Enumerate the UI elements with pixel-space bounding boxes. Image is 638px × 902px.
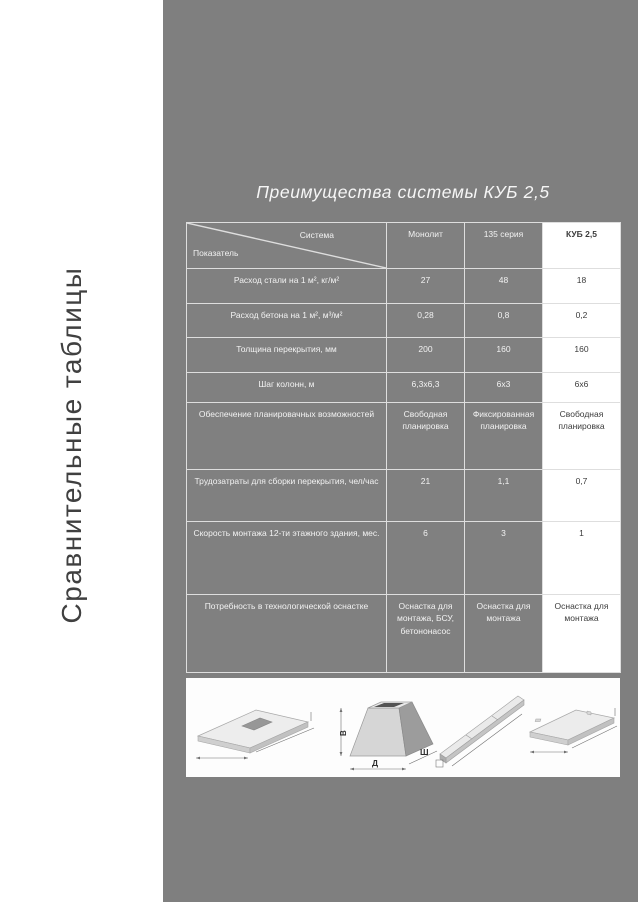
cell-value: 21 bbox=[387, 470, 465, 522]
column-header-kub25: КУБ 2,5 bbox=[543, 223, 621, 269]
cell-value: 48 bbox=[465, 269, 543, 304]
cell-value: 0,28 bbox=[387, 304, 465, 338]
cell-value: 6,3х6,3 bbox=[387, 373, 465, 403]
cell-value: 0,2 bbox=[543, 304, 621, 338]
cell-value: 1,1 bbox=[465, 470, 543, 522]
table-row bbox=[187, 403, 621, 470]
table-header-row bbox=[187, 223, 621, 269]
pyramid-width-label: Ш bbox=[420, 747, 429, 757]
cell-value: 6х3 bbox=[465, 373, 543, 403]
cell-value: 3 bbox=[465, 522, 543, 595]
table-row bbox=[187, 595, 621, 673]
slab-with-opening-figure bbox=[190, 690, 318, 768]
column-header-135-series: 135 серия bbox=[465, 223, 543, 269]
corner-header-cell bbox=[187, 223, 387, 269]
cell-value: 6 bbox=[387, 522, 465, 595]
cell-value: Оснастка для монтажа bbox=[465, 595, 543, 673]
cell-value: 160 bbox=[465, 338, 543, 373]
row-label: Потребность в технологической оснастке bbox=[187, 595, 387, 673]
cell-value: 200 bbox=[387, 338, 465, 373]
page-title: Преимущества системы КУБ 2,5 bbox=[256, 182, 550, 202]
section-label: Сравнительные таблицы bbox=[56, 266, 87, 624]
cell-value: Свободная планировка bbox=[387, 403, 465, 470]
floor-slab-figure bbox=[524, 688, 619, 768]
row-label: Шаг колонн, м bbox=[187, 373, 387, 403]
cell-value: Оснастка для монтажа bbox=[543, 595, 621, 673]
table-row bbox=[187, 470, 621, 522]
product-figures-strip bbox=[186, 678, 620, 777]
row-label: Обеспечение планировачных возможностей bbox=[187, 403, 387, 470]
pyramid-length-label: Д bbox=[371, 758, 379, 768]
cell-value: 6х6 bbox=[543, 373, 621, 403]
table-row bbox=[187, 522, 621, 595]
comparison-table bbox=[186, 222, 621, 673]
cell-value: 160 bbox=[543, 338, 621, 373]
table-row bbox=[187, 269, 621, 304]
cell-value: 1 bbox=[543, 522, 621, 595]
cell-value: 27 bbox=[387, 269, 465, 304]
formwork-pyramid-figure bbox=[336, 682, 448, 776]
pyramid-height-label: В bbox=[339, 730, 348, 736]
cell-value: 18 bbox=[543, 269, 621, 304]
table-row bbox=[187, 338, 621, 373]
row-label: Трудозатраты для сборки перекрытия, чел/час bbox=[187, 470, 387, 522]
cell-value: Оснастка для монтажа, БСУ, бетононасос bbox=[387, 595, 465, 673]
cell-value: 0,7 bbox=[543, 470, 621, 522]
cell-value: 0,8 bbox=[465, 304, 543, 338]
row-label: Расход бетона на 1 м², м³/м² bbox=[187, 304, 387, 338]
diagonal-divider-line bbox=[187, 223, 386, 268]
corner-label-indicator: Показатель bbox=[193, 248, 239, 258]
table-row bbox=[187, 304, 621, 338]
column-header-monolith: Монолит bbox=[387, 223, 465, 269]
corner-label-system: Система bbox=[299, 230, 334, 240]
table-row bbox=[187, 373, 621, 403]
row-label: Расход стали на 1 м², кг/м² bbox=[187, 269, 387, 304]
cell-value: Фиксированная планировка bbox=[465, 403, 543, 470]
column-figure bbox=[434, 686, 530, 770]
cell-value: Свободная планировка bbox=[543, 403, 621, 470]
row-label: Скорость монтажа 12-ти этажного здания, мес. bbox=[187, 522, 387, 595]
row-label: Толщина перекрытия, мм bbox=[187, 338, 387, 373]
